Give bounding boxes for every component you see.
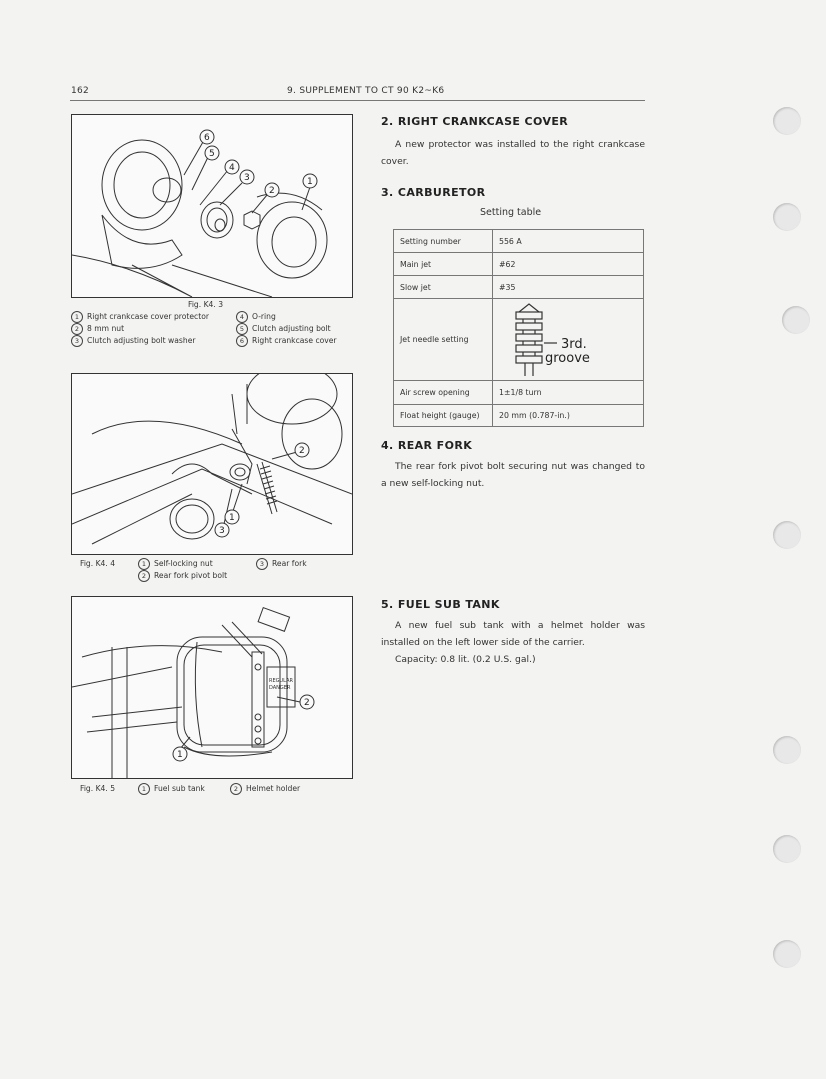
fig5-callout-2: 2 <box>304 698 310 708</box>
table-row: Air screw opening 1±1/8 turn <box>394 381 644 405</box>
table-row: Jet needle setting 3rd. groove <box>394 299 644 381</box>
fig3-callout-1: 1 <box>307 177 313 187</box>
figure-k4-3-legend: 1 Right crankcase cover protector 4 O-ring 2 8 mm nut 5 Clutch adjusting bolt 3 Clutch adjusting bolt washer 6 Right crankcase cover <box>71 311 361 347</box>
fig4-callout-2: 2 <box>299 446 305 456</box>
section-5-heading: 5. FUEL SUB TANK <box>381 598 500 611</box>
fig3-callout-6: 6 <box>204 133 210 143</box>
fig4-callout-1: 1 <box>229 513 235 523</box>
binder-hole <box>773 107 801 135</box>
table-row: Main jet #62 <box>394 253 644 276</box>
figure-k4-4-image <box>71 373 353 555</box>
figure-k4-3-image <box>71 114 353 298</box>
fig3-callout-2: 2 <box>269 186 275 196</box>
needle-label-3rd: 3rd. <box>561 336 587 352</box>
section-4-heading: 4. REAR FORK <box>381 439 473 452</box>
section-5-capacity: Capacity: 0.8 lit. (0.2 U.S. gal.) <box>395 654 536 665</box>
section-4-body: The rear fork pivot bolt securing nut was changed to a new self-locking nut. <box>381 461 645 489</box>
figure-k4-5-caption: Fig. K4. 5 1 Fuel sub tank 2 Helmet holder <box>80 784 301 793</box>
section-5-body: A new fuel sub tank with a helmet holder was installed on the left lower side of the carrier. <box>381 620 645 648</box>
binder-hole <box>773 521 801 549</box>
fig3-callout-3: 3 <box>244 173 250 183</box>
binder-hole <box>773 835 801 863</box>
section-3-heading: 3. CARBURETOR <box>381 186 486 199</box>
figure-k4-4-caption: Fig. K4. 4 1 Self-locking nut 3 Rear fork 2 Rear fork pivot bolt <box>80 559 307 580</box>
binder-hole <box>773 203 801 231</box>
table-row: Float height (gauge) 20 mm (0.787-in.) <box>394 405 644 427</box>
setting-table <box>393 229 644 427</box>
needle-label-groove: groove <box>545 350 590 366</box>
table-row: Setting number 556 A <box>394 230 644 253</box>
binder-hole <box>782 306 810 334</box>
section-2-heading: 2. RIGHT CRANKCASE COVER <box>381 115 569 128</box>
page-number: 162 <box>71 86 90 96</box>
setting-table-caption: Setting table <box>480 207 542 218</box>
binder-hole <box>773 940 801 968</box>
running-header: 9. SUPPLEMENT TO CT 90 K2~K6 <box>287 86 445 96</box>
fig3-callout-5: 5 <box>209 149 215 159</box>
binder-hole <box>773 736 801 764</box>
fig4-callout-3: 3 <box>219 526 225 536</box>
figure-k4-3-label: Fig. K4. 3 <box>188 300 224 309</box>
fig5-decal-line-1: REGULAR <box>269 678 293 684</box>
table-row: Slow jet #35 <box>394 276 644 299</box>
section-2-body: A new protector was installed to the right crankcase cover. <box>381 139 645 167</box>
jet-needle-diagram <box>499 300 619 380</box>
fig5-decal-line-2: DANGER <box>269 685 291 691</box>
figure-k4-5-image <box>71 596 353 779</box>
fig5-callout-1: 1 <box>177 750 183 760</box>
fig3-callout-4: 4 <box>229 163 235 173</box>
header-rule <box>70 100 645 101</box>
